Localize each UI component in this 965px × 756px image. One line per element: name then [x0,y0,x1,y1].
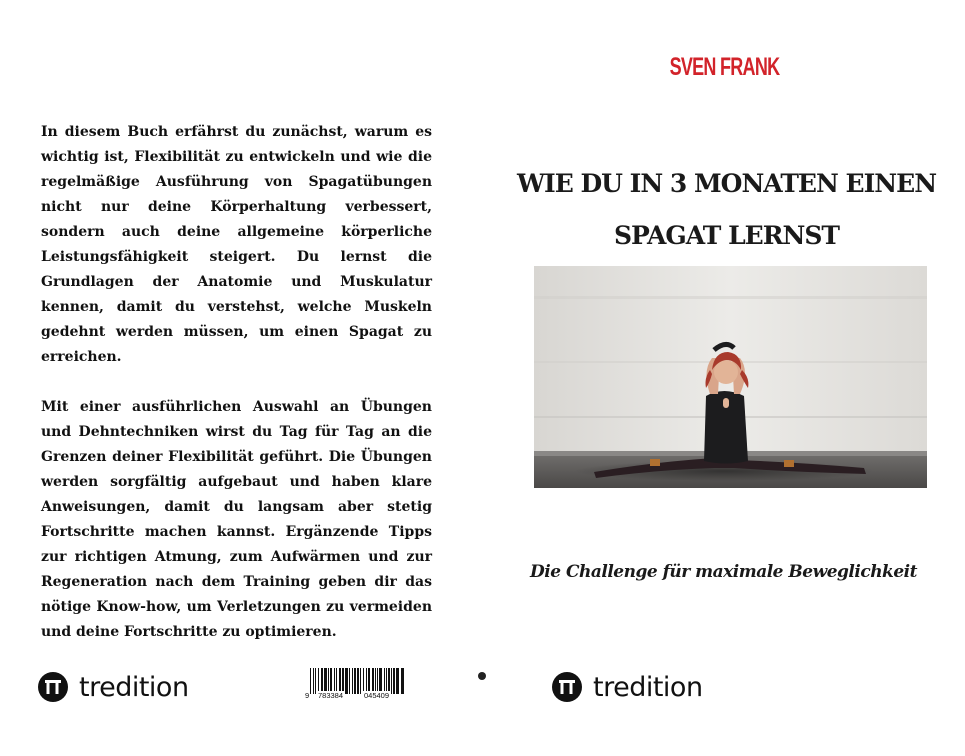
back-cover-blurb [41,120,432,645]
publisher-name: tredition [593,671,703,703]
title-line-2: SPAGAT LERNST [613,221,840,250]
front-publisher-logo [552,671,703,703]
isbn-barcode [305,668,407,702]
barcode-digit-prefix: 9 [305,691,310,700]
barcode-digit-group-1: 783384 [318,691,344,700]
blurb-paragraph-2: Mit einer ausführlichen Auswahl an Übungen und Dehntechniken wirst du Tag für Tag an die Grenzen deiner Flexibilität geführt. Die Übungen werden sorgfältig aufgebaut und haben klare Anweisungen, damit du langsam aber stetig Fortschritte machen kannst. Ergänzende Tipps zur richtigen Atmung, zum Aufwärmen und zur Regeneration nach dem Training geben dir das nötige Know-how, um Verletzungen zu vermeiden und deine Fortschritte zu optimieren. [41,399,432,640]
back-publisher-logo [38,671,189,703]
tredition-logo-icon [38,672,68,702]
blurb-paragraph-1: In diesem Buch erfährst du zunächst, warum es wichtig ist, Flexibilität zu entwickeln und wie die regelmäßige Ausführung von Spagatübungen nicht nur deine Körperhaltung verbessert, sondern auch deine allgemeine körperliche Leistungsfähigkeit steigert. Du lernst die Grundlagen der Anatomie und Muskulatur kennen, damit du verstehst, welche Muskeln gedehnt werden müssen, um einen Spagat zu erreichen. [41,124,432,365]
barcode-digit-group-2: 045409 [364,691,390,700]
author-name: SVEN FRANK [669,53,780,81]
publisher-name: tredition [79,671,189,703]
tredition-logo-icon [552,672,582,702]
back-cover [0,0,482,756]
title-line-1: WIE DU IN 3 MONATEN EINEN [516,169,937,198]
cover-photo [534,266,927,488]
book-title [502,158,951,262]
front-cover [482,0,965,756]
book-subtitle: Die Challenge für maximale Beweglichkeit [530,562,917,582]
